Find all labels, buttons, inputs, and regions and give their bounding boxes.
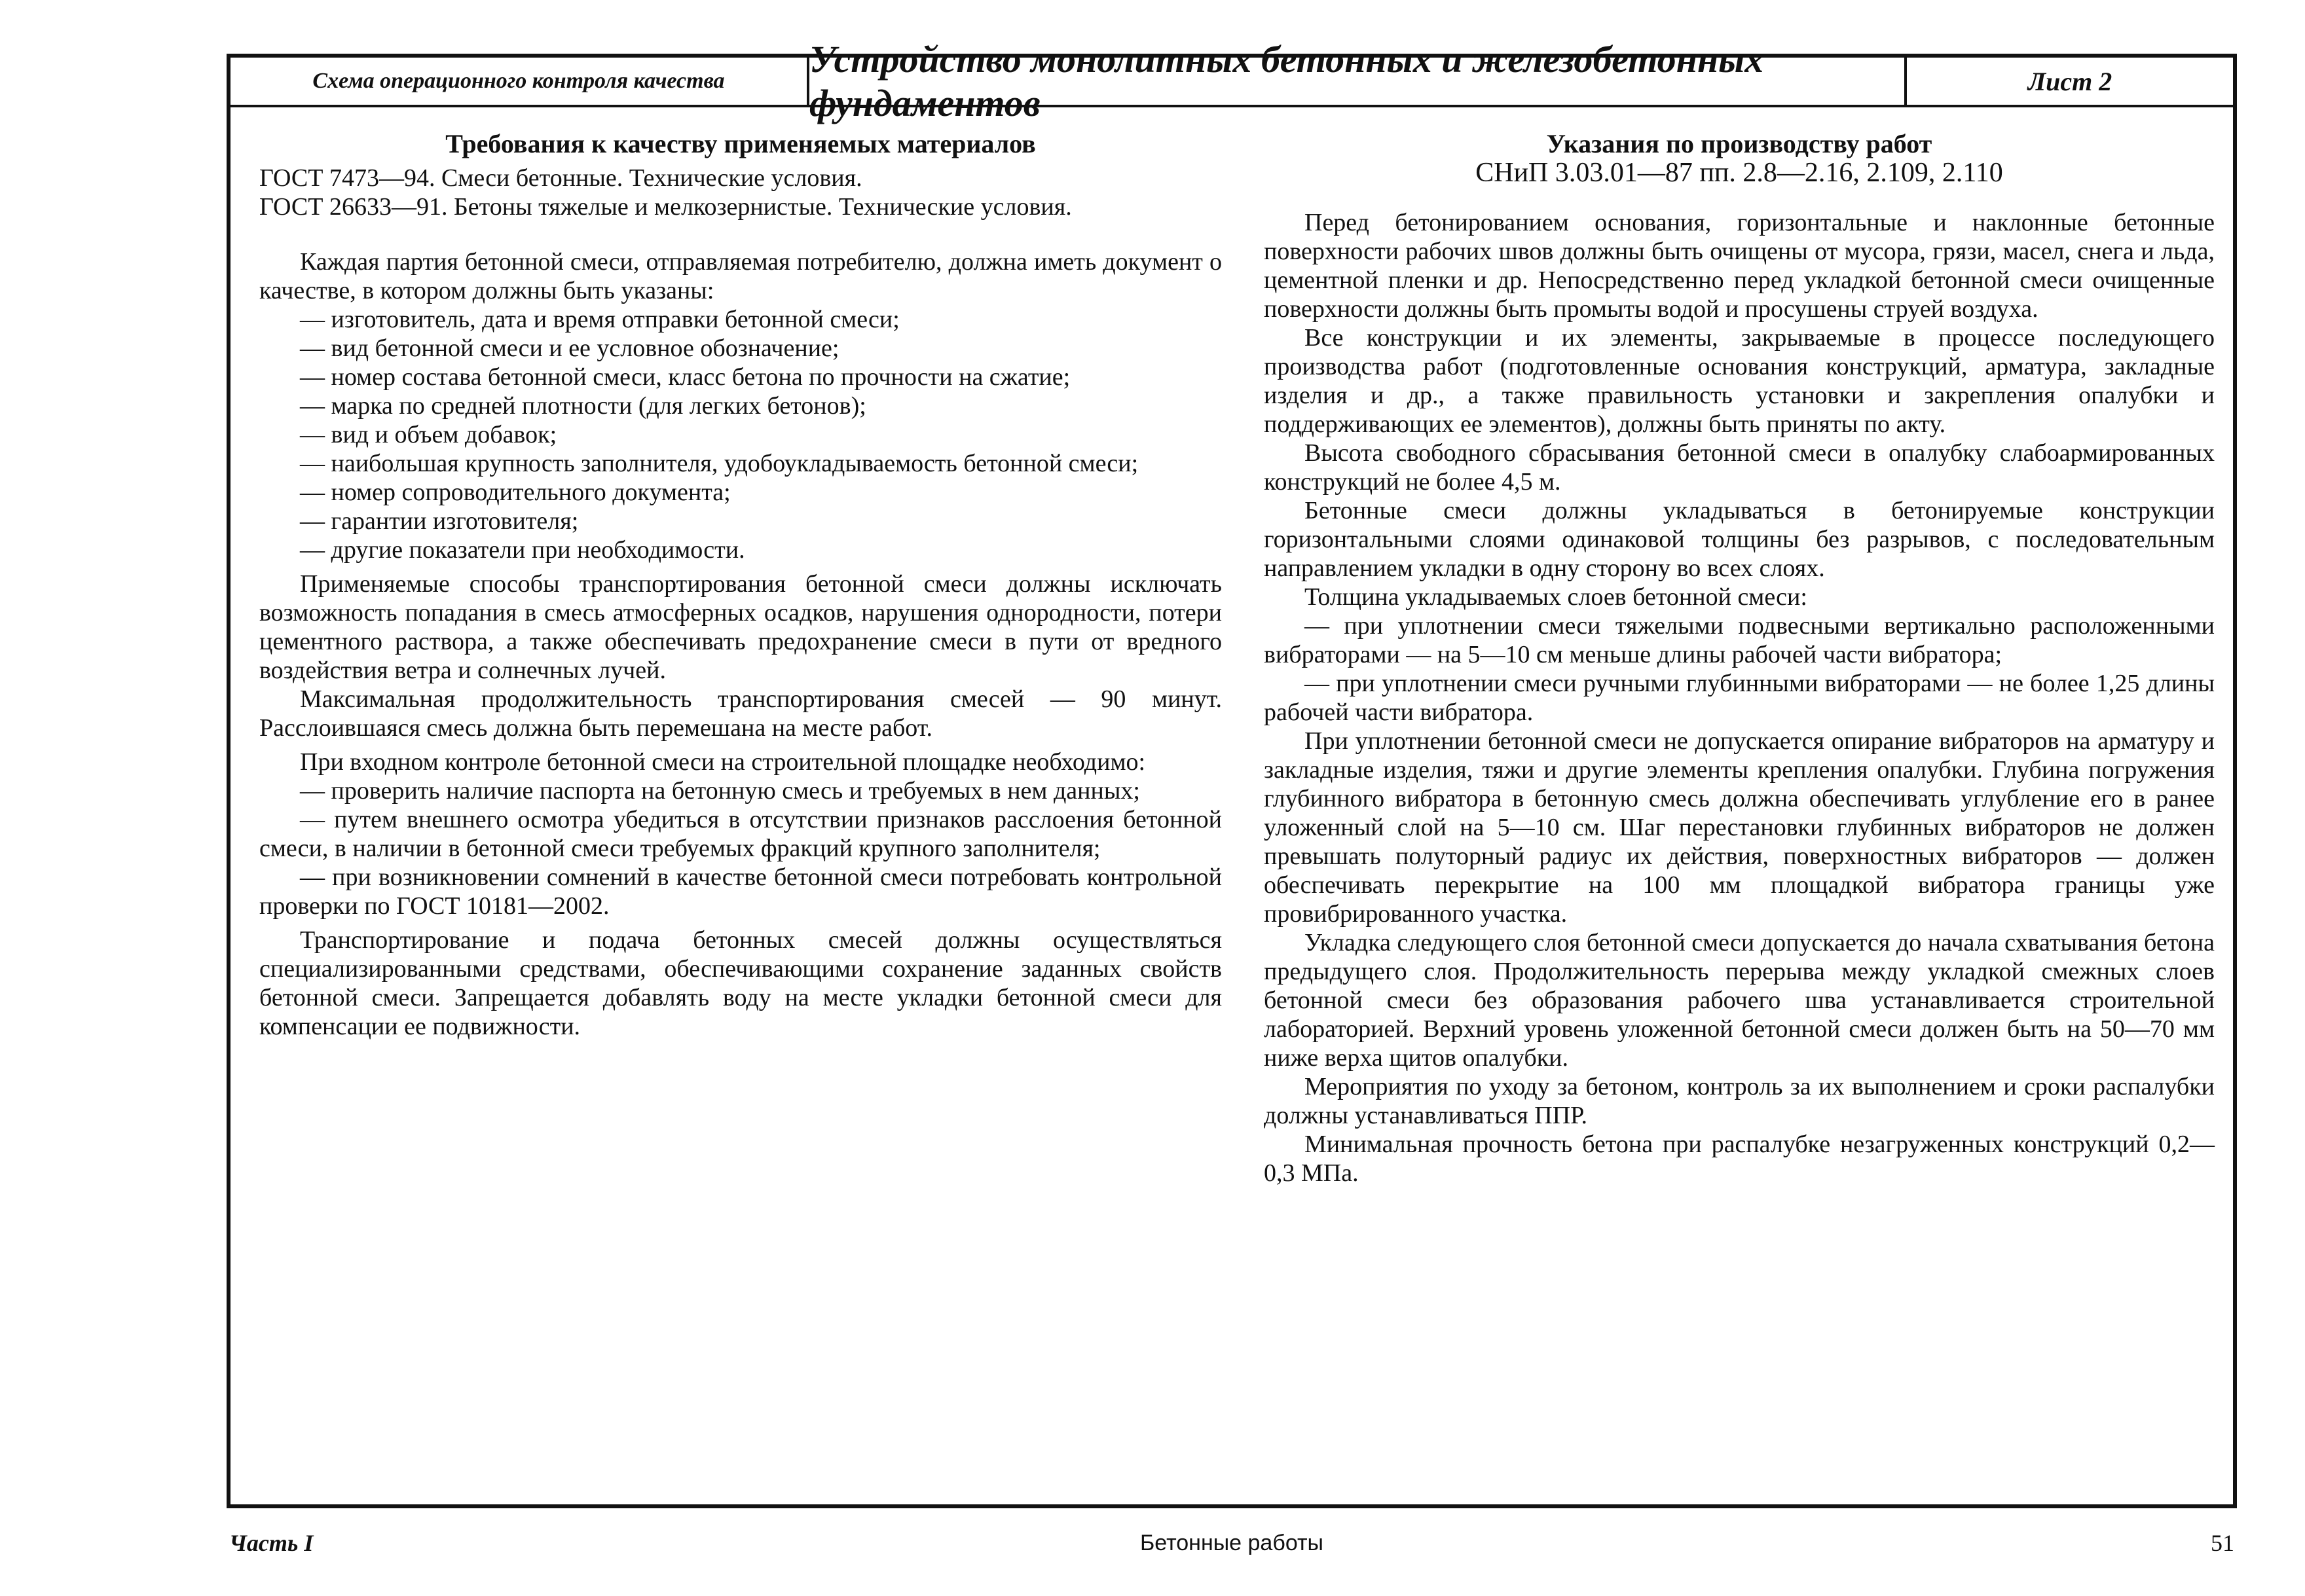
quality-document-intro: Каждая партия бетонной смеси, отправляемая потребителю, должна иметь документ о качестве, в котором должны быть указаны:: [259, 248, 1222, 304]
sheet-header: [230, 38, 2233, 124]
document-requirement-item: — другие показатели при необходимости.: [300, 536, 745, 564]
work-instructions-column: [1264, 130, 2215, 1188]
inspection-item: — путем внешнего осмотра убедиться в отсутствии признаков расслоения бетонной смеси, в наличии в бетонной смеси требуемых фракций крупного заполнителя;: [259, 806, 1222, 862]
instruction-paragraph: Бетонные смеси должны укладываться в бетонируемые конструкции горизонтальными слоями одинаковой толщины без разрывов, с последовательным направлением укладки в одну сторону во всех слоях.: [1264, 497, 2215, 582]
page-frame: [227, 38, 2237, 1508]
transport-paragraph: Применяемые способы транспортирования бетонной смеси должны исключать возможность попадания в смесь атмосферных осадков, нарушения однородности, потери цементного раствора, а также обеспечивать предохранение смеси в пути от вредного воздействия ветра и солнечных лучей.: [259, 570, 1222, 684]
document-requirement-item: — номер сопроводительного документа;: [300, 479, 731, 506]
snip-reference: СНиП 3.03.01—87 пп. 2.8—2.16, 2.109, 2.110: [1475, 158, 2003, 188]
instruction-paragraph: При уплотнении бетонной смеси не допускается опирание вибраторов на арматуру и закладные изделия, тяжи и другие элементы крепления опалубки. Глубина погружения глубинного вибратора в бетонную смесь должна обеспечивать углубление его в ранее уложенный слой на 5—10 см. Шаг перестановки глубинных вибраторов не должен превышать полуторный радиус их действия, поверхностных вибраторов — должен обеспечивать перекрытие на 100 мм площадкой вибратора границы уже провибрированного участка.: [1264, 727, 2215, 928]
materials-requirements-column: [259, 130, 1222, 1041]
document-requirement-item: — изготовитель, дата и время отправки бетонной смеси;: [300, 306, 900, 333]
instruction-paragraph: Минимальная прочность бетона при распалубке незагруженных конструкций 0,2—0,3 МПа.: [1264, 1131, 2215, 1187]
footer-part-label: Часть I: [229, 1530, 314, 1556]
page-number: 51: [2211, 1530, 2234, 1556]
page-footer: [227, 1527, 2237, 1559]
incoming-inspection-intro: При входном контроле бетонной смеси на строительной площадке необходимо:: [300, 748, 1146, 776]
materials-requirements-title: Требования к качеству применяемых материалов: [445, 129, 1036, 158]
header-sheet-number: Лист 2: [2027, 66, 2112, 96]
standard-ref: ГОСТ 7473—94. Смеси бетонные. Технические условия.: [259, 164, 862, 192]
instruction-paragraph: Толщина укладываемых слоев бетонной смеси:: [1304, 583, 1807, 611]
instruction-paragraph: Укладка следующего слоя бетонной смеси допускается до начала схватывания бетона предыдущего слоя. Продолжительность перерыва между укладкой смежных слоев бетонной смеси без образования рабочего шва устанавливается строительной лабораторией. Верхний уровень уложенной бетонной смеси должен быть на 50—70 мм ниже верха щитов опалубки.: [1264, 929, 2215, 1072]
layer-thickness-item: — при уплотнении смеси тяжелыми подвесными вертикально расположенными вибраторами — на 5—10 см меньше длины рабочей части вибратора;: [1264, 612, 2215, 668]
document-requirement-item: — гарантии изготовителя;: [300, 507, 579, 535]
layer-thickness-item: — при уплотнении смеси ручными глубинными вибраторами — не более 1,25 длины рабочей части вибратора.: [1264, 670, 2215, 726]
document-requirement-item: — вид и объем добавок;: [300, 421, 557, 448]
footer-section-title: Бетонные работы: [1139, 1531, 1323, 1555]
instruction-paragraph: Высота свободного сбрасывания бетонной смеси в опалубку слабоармированных конструкций не более 4,5 м.: [1264, 439, 2215, 496]
work-instructions-title: Указания по производству работ: [1546, 129, 1932, 158]
instruction-paragraph: Мероприятия по уходу за бетоном, контроль за их выполнением и сроки распалубки должны устанавливаться ППР.: [1264, 1073, 2215, 1129]
delivery-paragraph: Транспортирование и подача бетонных смесей должны осуществляться специализированными средствами, обеспечивающими сохранение заданных свойств бетонной смеси. Запрещается добавлять воду на месте укладки бетонной смеси для компенсации ее подвижности.: [259, 926, 1222, 1040]
document-requirement-item: — вид бетонной смеси и ее условное обозначение;: [300, 335, 839, 362]
document-requirement-item: — марка по средней плотности (для легких бетонов);: [300, 392, 866, 420]
transport-duration-paragraph: Максимальная продолжительность транспортирования смесей — 90 минут. Расслоившаяся смесь должна быть перемешана на месте работ.: [259, 685, 1222, 742]
document-requirement-item: — номер состава бетонной смеси, класс бетона по прочности на сжатие;: [300, 363, 1071, 391]
inspection-item: — при возникновении сомнений в качестве бетонной смеси потребовать контрольной проверки по ГОСТ 10181—2002.: [259, 863, 1222, 920]
standard-ref: ГОСТ 26633—91. Бетоны тяжелые и мелкозернистые. Технические условия.: [259, 193, 1072, 221]
header-title: Устройство монолитных бетонных и железобетонных фундаментов: [809, 58, 1907, 105]
inspection-item: — проверить наличие паспорта на бетонную смесь и требуемых в нем данных;: [300, 777, 1140, 805]
header-scheme-label: Схема операционного контроля качества: [230, 58, 809, 105]
instruction-paragraph: Перед бетонированием основания, горизонтальные и наклонные бетонные поверхности рабочих швов должны быть очищены от мусора, грязи, масел, снега и льда, цементной пленки и др. Непосредственно перед укладкой бетонной смеси очищенные поверхности должны быть промыты водой и просушены струей воздуха.: [1264, 209, 2215, 323]
instruction-paragraph: Все конструкции и их элементы, закрываемые в процессе последующего производства работ (подготовленные основания конструкций, арматура, закладные изделия и др., а также правильность установки и закрепления опалубки и поддерживающих ее элементов), должны быть приняты по акту.: [1264, 324, 2215, 438]
document-requirement-item: — наибольшая крупность заполнителя, удобоукладываемость бетонной смеси;: [300, 450, 1139, 477]
